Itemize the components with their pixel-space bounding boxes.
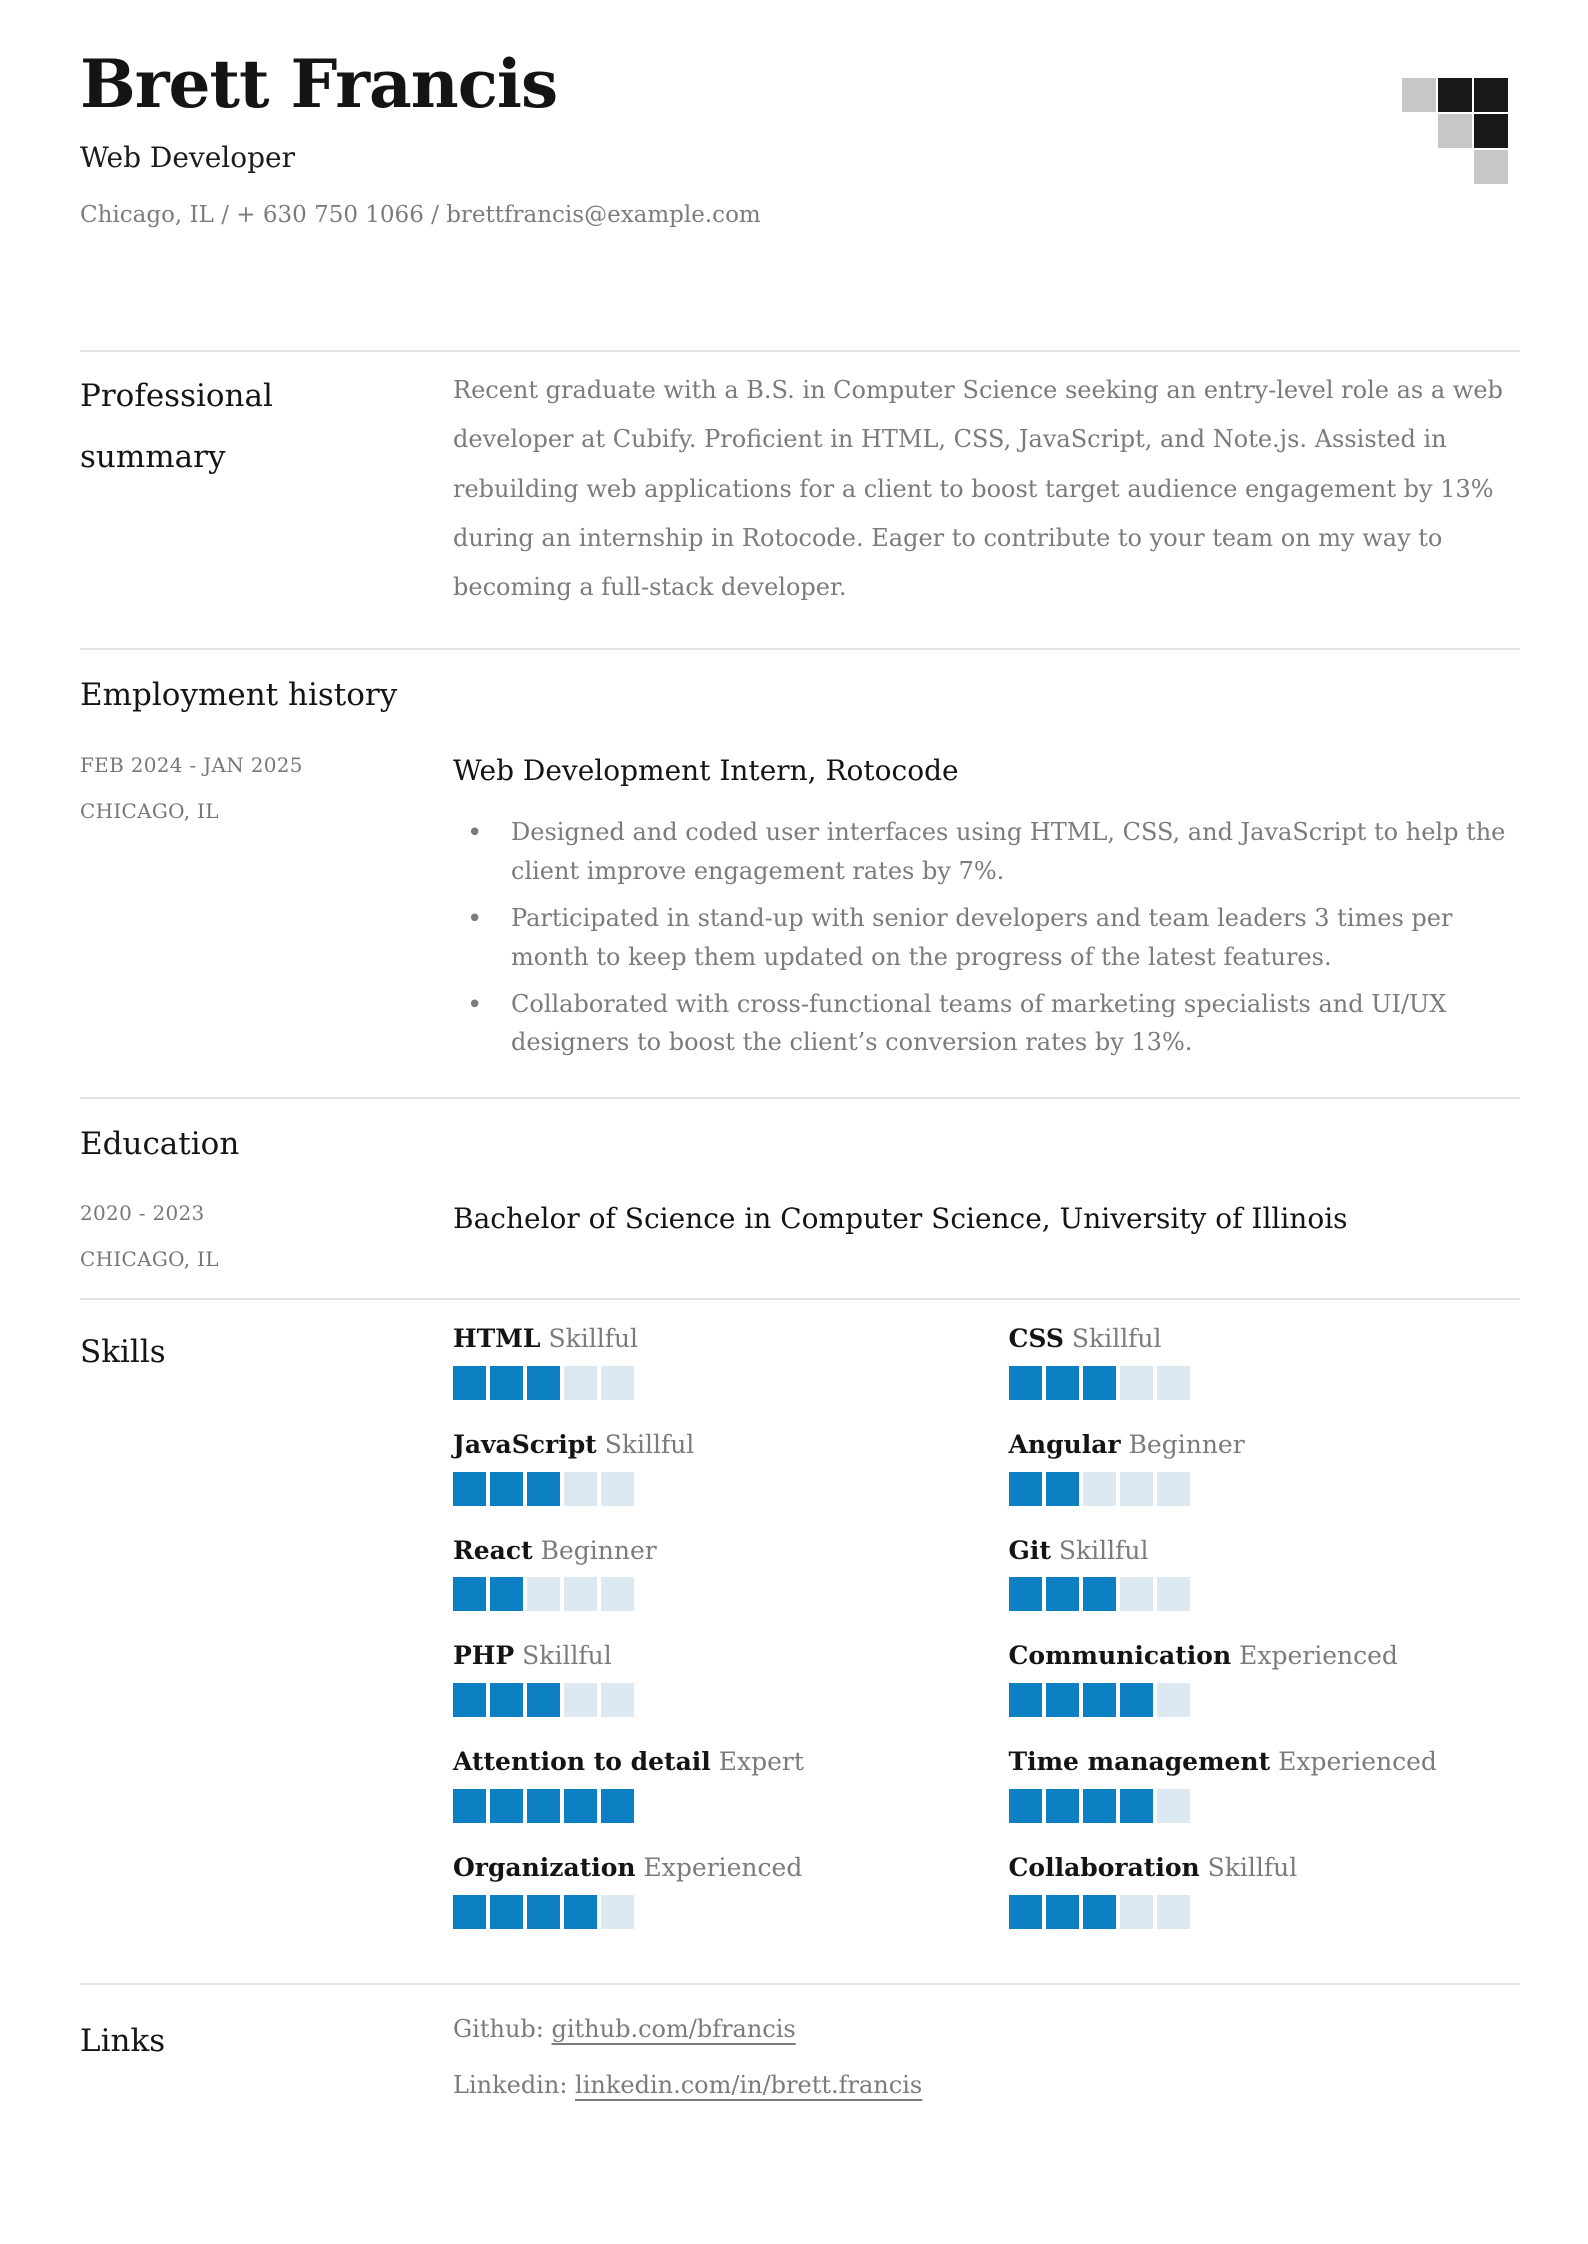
skill-name: Communication bbox=[1008, 1641, 1232, 1671]
brand-logo-icon bbox=[1402, 78, 1508, 184]
linkedin-link[interactable]: linkedin.com/in/brett.francis bbox=[575, 2070, 923, 2099]
skill-level-empty-block bbox=[1120, 1577, 1153, 1611]
section-professional-summary bbox=[80, 352, 1520, 648]
skill-level-filled-block bbox=[1009, 1683, 1042, 1717]
bullet-item: • Participated in stand-up with senior developers and team leaders 3 times per month to keep them updated on the progress of the latest features. bbox=[453, 899, 1520, 976]
skill-level-empty-block bbox=[601, 1577, 634, 1611]
logo-cell bbox=[1438, 78, 1472, 112]
summary-text: Recent graduate with a B.S. in Computer Science seeking an entry-level role as a web developer at Cubify. Proficient in HTML, CSS, JavaScript, and Note.js. Assisted in rebuilding web applications for a client to boost target audience engagement by 13% during an internship in Rotocode. Eager to contribute to your team on my way to becoming a full-stack developer. bbox=[453, 376, 1503, 602]
skill-name: JavaScript bbox=[453, 1429, 597, 1459]
section-education bbox=[80, 1099, 1520, 1298]
job-content bbox=[453, 752, 1520, 1071]
skill-level-label: Beginner bbox=[1128, 1429, 1245, 1459]
skill-level-empty-block bbox=[601, 1683, 634, 1717]
github-link[interactable]: github.com/bfrancis bbox=[551, 2014, 796, 2043]
bullet-item: • Collaborated with cross-functional teams of marketing specialists and UI/UX designers to boost the client’s conversion rates by 13%. bbox=[453, 985, 1520, 1062]
skill-level-filled-block bbox=[453, 1577, 486, 1611]
skill-level-filled-block bbox=[1083, 1895, 1116, 1929]
link-item bbox=[453, 2067, 1520, 2103]
skill-item bbox=[1009, 1851, 1521, 1929]
skill-level-empty-block bbox=[1120, 1366, 1153, 1400]
skill-item bbox=[1009, 1428, 1521, 1506]
skill-level-filled-block bbox=[1083, 1577, 1116, 1611]
skill-level-filled-block bbox=[1009, 1472, 1042, 1506]
section-skills bbox=[80, 1300, 1520, 1983]
skill-level-label: Experienced bbox=[643, 1852, 803, 1882]
skill-level-filled-block bbox=[527, 1366, 560, 1400]
education-location: CHICAGO, IL bbox=[80, 1247, 219, 1272]
links-list bbox=[453, 2011, 1520, 2103]
skill-level-empty-block bbox=[564, 1366, 597, 1400]
skill-level-label: Experienced bbox=[1278, 1747, 1437, 1777]
logo-cell bbox=[1474, 150, 1508, 184]
contact-line: Chicago, IL / + 630 750 1066 / brettfrancis@example.com bbox=[80, 202, 761, 229]
skill-name: Collaboration bbox=[1008, 1852, 1200, 1882]
skill-level-empty-block bbox=[1120, 1472, 1153, 1506]
skill-level-filled-block bbox=[1046, 1577, 1079, 1611]
skill-level-filled-block bbox=[1009, 1895, 1042, 1929]
skill-level-empty-block bbox=[564, 1472, 597, 1506]
skill-level-filled-block bbox=[1009, 1577, 1042, 1611]
skill-item bbox=[453, 1851, 965, 1929]
skill-level-filled-block bbox=[453, 1789, 486, 1823]
link-label: Linkedin: bbox=[453, 2070, 568, 2099]
summary-heading: Professional summary bbox=[80, 378, 273, 475]
skill-name: Organization bbox=[453, 1852, 636, 1882]
skill-bar bbox=[453, 1895, 965, 1929]
skill-level-label: Expert bbox=[718, 1747, 804, 1777]
skill-level-filled-block bbox=[453, 1683, 486, 1717]
skill-level-filled-block bbox=[1009, 1789, 1042, 1823]
skill-item bbox=[453, 1322, 965, 1400]
skills-grid bbox=[453, 1322, 1520, 1957]
skill-name: Angular bbox=[1008, 1429, 1121, 1459]
skill-name: CSS bbox=[1008, 1324, 1064, 1354]
job-dates: FEB 2024 - JAN 2025 bbox=[80, 752, 303, 777]
skill-bar bbox=[453, 1683, 965, 1717]
skill-name: Git bbox=[1008, 1535, 1051, 1565]
education-entry bbox=[80, 1200, 1520, 1272]
skill-level-empty-block bbox=[564, 1577, 597, 1611]
bullet-item: • Designed and coded user interfaces using HTML, CSS, and JavaScript to help the client improve engagement rates by 7%. bbox=[453, 813, 1520, 890]
skill-bar bbox=[1009, 1366, 1521, 1400]
skill-level-empty-block bbox=[1157, 1895, 1190, 1929]
skill-level-empty-block bbox=[527, 1577, 560, 1611]
skill-item bbox=[453, 1745, 965, 1823]
skill-level-label: Skillful bbox=[522, 1641, 612, 1671]
skill-level-empty-block bbox=[1157, 1366, 1190, 1400]
skill-level-empty-block bbox=[1157, 1577, 1190, 1611]
logo-cell bbox=[1474, 78, 1508, 112]
skill-bar bbox=[1009, 1577, 1521, 1611]
skill-level-filled-block bbox=[490, 1472, 523, 1506]
job-title: Web Development Intern, Rotocode bbox=[453, 753, 959, 787]
skill-level-filled-block bbox=[1046, 1789, 1079, 1823]
logo-cell bbox=[1402, 150, 1436, 184]
link-item bbox=[453, 2011, 1520, 2047]
skill-bar bbox=[1009, 1895, 1521, 1929]
job-meta bbox=[80, 752, 453, 1071]
skill-bar bbox=[453, 1789, 965, 1823]
skill-bar bbox=[1009, 1472, 1521, 1506]
skill-level-filled-block bbox=[527, 1683, 560, 1717]
skill-level-filled-block bbox=[490, 1577, 523, 1611]
skill-level-label: Experienced bbox=[1239, 1641, 1398, 1671]
skill-level-filled-block bbox=[601, 1789, 634, 1823]
skill-level-filled-block bbox=[527, 1472, 560, 1506]
skill-level-filled-block bbox=[1046, 1895, 1079, 1929]
job-location: CHICAGO, IL bbox=[80, 798, 219, 823]
bullet-list bbox=[453, 813, 1520, 1061]
skill-level-empty-block bbox=[601, 1366, 634, 1400]
skills-heading: Skills bbox=[80, 1334, 166, 1371]
skill-item bbox=[453, 1534, 965, 1612]
skill-level-filled-block bbox=[1046, 1472, 1079, 1506]
education-heading: Education bbox=[80, 1125, 240, 1162]
skill-level-filled-block bbox=[453, 1472, 486, 1506]
skill-level-filled-block bbox=[1120, 1789, 1153, 1823]
skill-level-filled-block bbox=[490, 1895, 523, 1929]
skill-item bbox=[1009, 1639, 1521, 1717]
skill-level-label: Skillful bbox=[604, 1429, 695, 1459]
skill-level-filled-block bbox=[1009, 1366, 1042, 1400]
skill-item bbox=[1009, 1534, 1521, 1612]
skill-item bbox=[1009, 1322, 1521, 1400]
degree-title: Bachelor of Science in Computer Science, University of Illinois bbox=[453, 1202, 1348, 1236]
logo-cell bbox=[1402, 78, 1436, 112]
skill-level-label: Beginner bbox=[540, 1535, 657, 1565]
skill-level-filled-block bbox=[490, 1683, 523, 1717]
links-heading: Links bbox=[80, 2022, 166, 2059]
role-title: Web Developer bbox=[80, 141, 295, 175]
skill-level-label: Skillful bbox=[1071, 1324, 1162, 1354]
skill-level-filled-block bbox=[564, 1895, 597, 1929]
skill-level-empty-block bbox=[1157, 1789, 1190, 1823]
skill-level-filled-block bbox=[527, 1789, 560, 1823]
skill-level-empty-block bbox=[601, 1472, 634, 1506]
skill-level-filled-block bbox=[1083, 1683, 1116, 1717]
skill-item bbox=[453, 1428, 965, 1506]
skill-item bbox=[453, 1639, 965, 1717]
logo-cell bbox=[1438, 150, 1472, 184]
skill-level-filled-block bbox=[1083, 1366, 1116, 1400]
skill-level-empty-block bbox=[1157, 1472, 1190, 1506]
skill-level-empty-block bbox=[1083, 1472, 1116, 1506]
skill-level-filled-block bbox=[1046, 1683, 1079, 1717]
skill-name: Attention to detail bbox=[453, 1747, 711, 1777]
logo-cell bbox=[1474, 114, 1508, 148]
skill-level-filled-block bbox=[1120, 1683, 1153, 1717]
skill-level-filled-block bbox=[1083, 1789, 1116, 1823]
skill-bar bbox=[453, 1366, 965, 1400]
skill-level-empty-block bbox=[1120, 1895, 1153, 1929]
skill-level-filled-block bbox=[527, 1895, 560, 1929]
skill-name: PHP bbox=[453, 1641, 515, 1671]
skill-level-label: Skillful bbox=[1058, 1535, 1149, 1565]
header bbox=[80, 45, 1520, 229]
person-name: Brett Francis bbox=[80, 45, 558, 123]
employment-heading: Employment history bbox=[80, 677, 398, 714]
skill-level-filled-block bbox=[490, 1789, 523, 1823]
skill-level-filled-block bbox=[564, 1789, 597, 1823]
education-meta bbox=[80, 1200, 453, 1272]
skill-level-filled-block bbox=[490, 1366, 523, 1400]
skill-level-filled-block bbox=[453, 1366, 486, 1400]
skill-level-filled-block bbox=[453, 1895, 486, 1929]
skill-level-empty-block bbox=[601, 1895, 634, 1929]
education-dates: 2020 - 2023 bbox=[80, 1201, 205, 1226]
skill-bar bbox=[453, 1472, 965, 1506]
skill-level-empty-block bbox=[1157, 1683, 1190, 1717]
skill-bar bbox=[1009, 1789, 1521, 1823]
skill-bar bbox=[1009, 1683, 1521, 1717]
skill-item bbox=[1009, 1745, 1521, 1823]
job-entry bbox=[80, 752, 1520, 1071]
logo-cell bbox=[1438, 114, 1472, 148]
skill-level-label: Skillful bbox=[548, 1324, 639, 1354]
logo-cell bbox=[1402, 114, 1436, 148]
skill-name: Time management bbox=[1008, 1747, 1271, 1777]
skill-name: HTML bbox=[453, 1324, 541, 1354]
link-label: Github: bbox=[453, 2014, 544, 2043]
skill-level-label: Skillful bbox=[1207, 1852, 1298, 1882]
section-links bbox=[80, 1985, 1520, 2103]
skill-level-filled-block bbox=[1046, 1366, 1079, 1400]
skill-level-empty-block bbox=[564, 1683, 597, 1717]
section-employment-history bbox=[80, 650, 1520, 1097]
skill-bar bbox=[453, 1577, 965, 1611]
skill-name: React bbox=[453, 1535, 533, 1565]
